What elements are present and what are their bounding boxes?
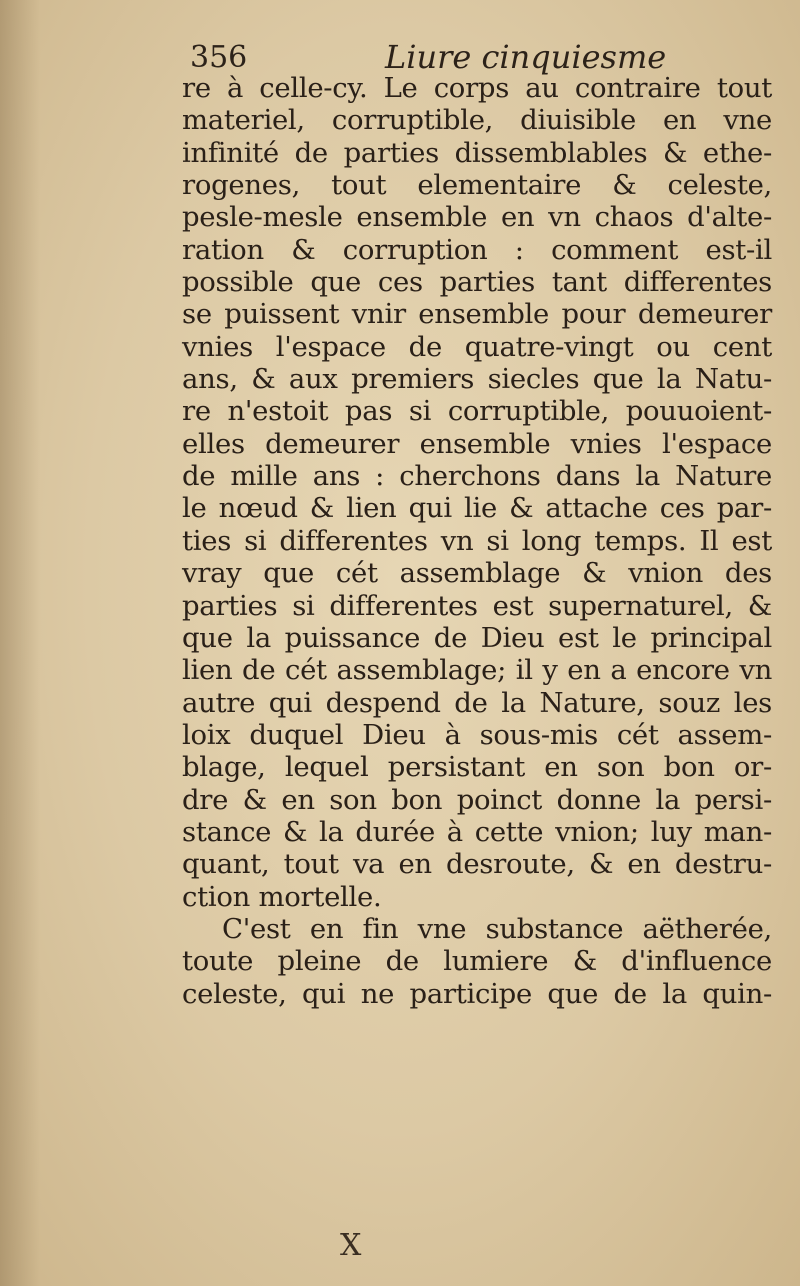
text-line: possible que ces parties tant differentes	[182, 266, 772, 299]
text-line: le nœud & lien qui lie & attache ces par-	[182, 492, 772, 525]
text-line: rogenes, tout elementaire & celeste,	[182, 169, 772, 202]
signature-mark: X	[340, 1228, 362, 1263]
text-line: re n'estoit pas si corruptible, pouuoient-	[182, 395, 772, 428]
text-line: ans, & aux premiers siecles que la Natu-	[182, 363, 772, 396]
body-text	[182, 72, 782, 1010]
text-line: que la puissance de Dieu est le principal	[182, 621, 772, 654]
text-line: dre & en son bon poinct donne la persi-	[182, 783, 772, 816]
text-line: materiel, corruptible, diuisible en vne	[182, 104, 772, 137]
text-line: pesle-mesle ensemble en vn chaos d'alte-	[182, 201, 772, 234]
gutter-shadow	[0, 0, 40, 1286]
text-line: de mille ans : cherchons dans la Nature	[182, 460, 772, 493]
text-line: vray que cét assemblage & vnion des	[182, 557, 772, 590]
text-line: parties si differentes est supernaturel, &	[182, 589, 772, 622]
text-line: re à celle-cy. Le corps au contraire tout	[182, 72, 772, 104]
paragraph-start-line: C'est en fin vne substance aëtherée,	[222, 912, 772, 945]
text-line: stance & la durée à cette vnion; luy man-	[182, 815, 772, 848]
text-line: celeste, qui ne participe que de la quin-	[182, 977, 772, 1010]
text-line: elles demeurer ensemble vnies l'espace	[182, 427, 772, 460]
text-line: blage, lequel persistant en son bon or-	[182, 751, 772, 784]
text-line: infinité de parties dissemblables & ethe-	[182, 136, 772, 169]
text-line: lien de cét assemblage; il y en a encore vn	[182, 654, 772, 687]
running-head: Liure cinquiesme	[385, 38, 667, 76]
text-line: ration & corruption : comment est-il	[182, 233, 772, 266]
text-line: loix duquel Dieu à sous-mis cét assem-	[182, 718, 772, 751]
paragraph-end-line: ction mortelle.	[182, 880, 382, 913]
text-line: se puissent vnir ensemble pour demeurer	[182, 298, 772, 331]
page-number: 356	[190, 40, 248, 75]
text-line: ties si differentes vn si long temps. Il est	[182, 524, 772, 557]
text-line: toute pleine de lumiere & d'influence	[182, 945, 772, 978]
text-line: autre qui despend de la Nature, souz les	[182, 686, 772, 719]
text-line: quant, tout va en desroute, & en destru-	[182, 848, 772, 881]
text-line: vnies l'espace de quatre-vingt ou cent	[182, 330, 772, 363]
